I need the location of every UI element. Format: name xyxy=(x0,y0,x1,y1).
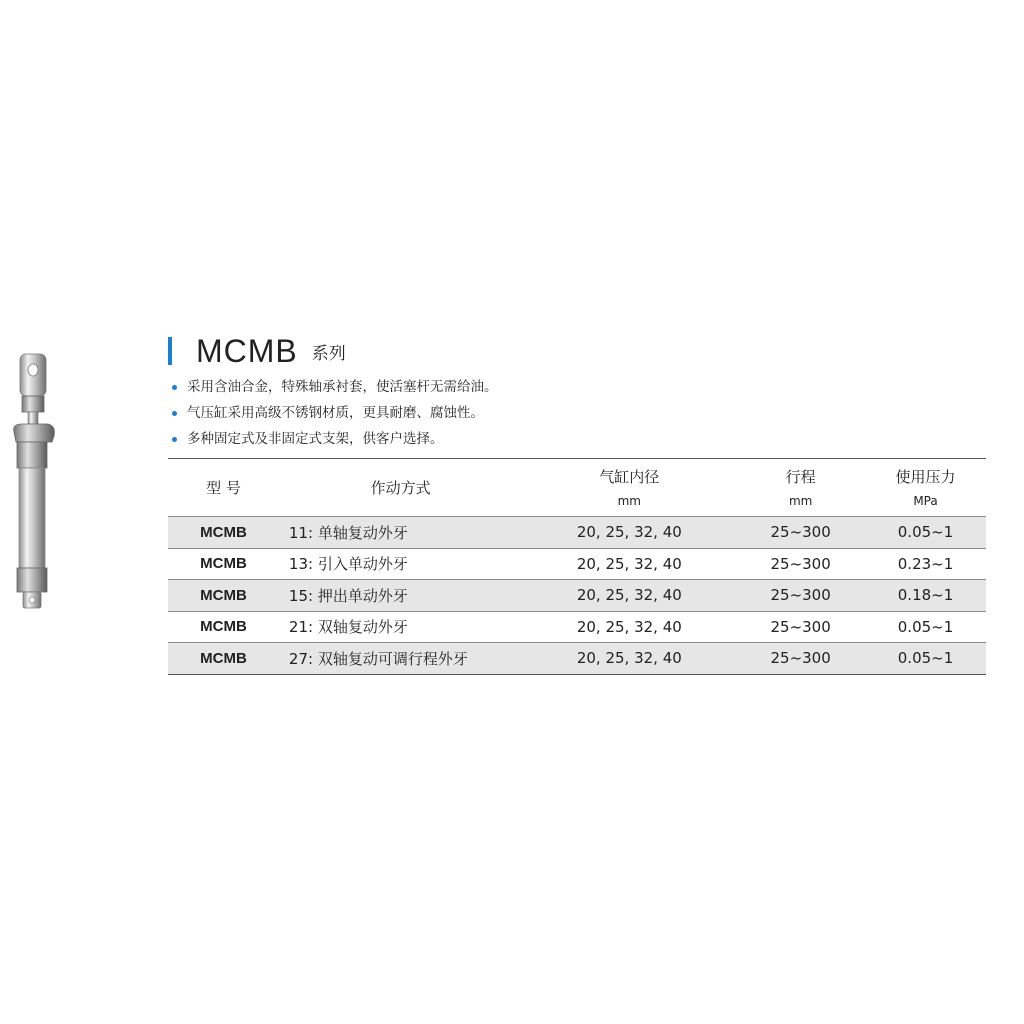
header-stroke: 行程 mm xyxy=(785,467,816,508)
cell-bore: 20, 25, 32, 40 xyxy=(576,586,682,605)
cell-bore: 20, 25, 32, 40 xyxy=(576,523,682,542)
cell-action: 15: 押出单动外牙 xyxy=(288,586,408,605)
list-item: 气压缸采用高级不锈钢材质，更具耐磨、腐蚀性。 xyxy=(168,400,498,426)
cell-stroke: 25~300 xyxy=(770,586,831,605)
cell-bore: 20, 25, 32, 40 xyxy=(576,554,682,573)
cell-stroke: 25~300 xyxy=(770,554,831,573)
spec-table xyxy=(168,458,986,675)
header-action: 作动方式 xyxy=(370,478,431,497)
cell-pressure: 0.05~1 xyxy=(897,617,954,636)
cell-bore: 20, 25, 32, 40 xyxy=(576,617,682,636)
cell-stroke: 25~300 xyxy=(770,649,831,668)
bullet-icon xyxy=(172,437,177,442)
header-bore: 气缸内径 mm xyxy=(599,467,660,508)
pneumatic-cylinder-icon xyxy=(8,350,64,612)
cell-action: 11: 单轴复动外牙 xyxy=(288,523,408,542)
list-item: 采用含油合金，特殊轴承衬套，使活塞杆无需给油。 xyxy=(168,374,498,400)
cell-model: MCMB xyxy=(200,523,247,541)
title-accent-bar xyxy=(168,337,172,365)
cell-model: MCMB xyxy=(200,649,247,667)
cell-model: MCMB xyxy=(200,618,247,636)
series-suffix: 系列 xyxy=(311,343,346,364)
table-row xyxy=(168,580,986,612)
series-title xyxy=(168,334,346,368)
cell-pressure: 0.18~1 xyxy=(897,586,954,605)
cell-pressure: 0.23~1 xyxy=(897,554,954,573)
cell-action: 21: 双轴复动外牙 xyxy=(288,618,408,637)
product-image xyxy=(8,350,64,612)
cell-action: 13: 引入单动外牙 xyxy=(288,555,408,574)
bullet-icon xyxy=(172,411,177,416)
table-header-row xyxy=(168,459,986,517)
cell-action: 27: 双轴复动可调行程外牙 xyxy=(288,649,468,668)
header-pressure: 使用压力 MPa xyxy=(895,467,956,508)
header-model: 型 号 xyxy=(206,478,241,497)
table-row xyxy=(168,548,986,580)
cell-pressure: 0.05~1 xyxy=(897,523,954,542)
cell-pressure: 0.05~1 xyxy=(897,649,954,668)
cell-model: MCMB xyxy=(200,555,247,573)
feature-list xyxy=(168,374,498,452)
series-name: MCMB xyxy=(196,332,298,369)
bullet-icon xyxy=(172,385,177,390)
list-item: 多种固定式及非固定式支架，供客户选择。 xyxy=(168,426,498,452)
cell-stroke: 25~300 xyxy=(770,523,831,542)
cell-model: MCMB xyxy=(200,586,247,604)
table-row xyxy=(168,517,986,549)
cell-bore: 20, 25, 32, 40 xyxy=(576,649,682,668)
table-row xyxy=(168,643,986,675)
table-row xyxy=(168,611,986,643)
cell-stroke: 25~300 xyxy=(770,617,831,636)
